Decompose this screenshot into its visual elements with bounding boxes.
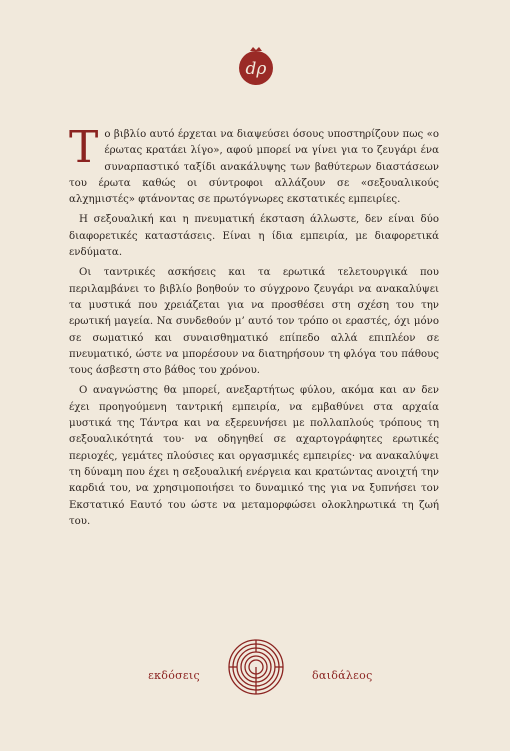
paragraph-1: Το βιβλίο αυτό έρχεται να διαψεύσει όσους υποστηρίζουν πως «ο έρωτας κρατάει λίγο», αφού μπορεί να γίνει για το ζευγάρι ένα συναρπαστικό ταξίδι ανακάλυψης των βαθύτερων διαστάσεων του έρωτα καθώς οι σύντροφοι αλλάζουν σε «σεξουαλικούς αλχημιστές» φτάνοντας σε πρωτόγνωρες εκστατικές εμπειρίες.: [69, 122, 439, 206]
publisher-name-left: εκδόσεις: [148, 669, 200, 682]
paragraph-2: Η σεξουαλική και η πνευματική έκσταση άλλωστε, δεν είναι δύο διαφορετικές καταστάσεις. Είναι η ίδια εμπειρία, με διαφορετικά ενδύματα.: [69, 214, 439, 259]
paragraph-3: Οι ταντρικές ασκήσεις και τα ερωτικά τελετουργικά που περιλαμβάνει το βιβλίο βοηθούν το σύγχρονο ζευγάρι να ανακαλύψει τα μυστικά που χρειάζεται για να προσθέσει στη σχέση του την ερωτική μαγεία. Να συνδεθούν μ’ αυτό τον τρόπο οι εραστές, όχι μόνο σε σωματικό και συναισθηματικό επίπεδο αλλά επιπλέον σε πνευματικό, ώστε να μπορέσουν να διατηρήσουν τη φλόγα του πάθους τους άσβεστη στο βάθος του χρόνου.: [69, 267, 439, 377]
labyrinth-logo-icon: [226, 637, 286, 697]
publisher-name-right: δαιδάλεος: [312, 669, 373, 682]
publisher-logo: [148, 637, 373, 697]
paragraph-4: Ο αναγνώστης θα μπορεί, ανεξαρτήτως φύλου, ακόμα και αν δεν έχει προηγούμενη ταντρική εμπειρία, να εμβαθύνει στα αρχαία μυστικά της Τάντρα και να εξερευνήσει με πολλαπλούς τρόπους τη σεξουαλικότητά του· να οδηγηθεί σε αχαρτογράφητες ερωτικές περιοχές, γεμάτες πλούσιες και οργασμικές εμπειρίες· να ανακαλύψει τη δύναμη που έχει η σεξουαλική ενέργεια και κρατώντας ανοιχτή την καρδιά του, να χρησιμοποιήσει το δυναμικό της για να ξυπνήσει τον Εκστατικό Εαυτό του ώστε να μεταμορφώσει ολοκληρωτικά τη ζωή του.: [69, 385, 439, 527]
drop-cap: Τ: [69, 122, 99, 173]
back-cover-text: [69, 122, 439, 534]
svg-text:dρ: dρ: [245, 59, 267, 79]
pomegranate-logo-icon: [234, 44, 278, 88]
